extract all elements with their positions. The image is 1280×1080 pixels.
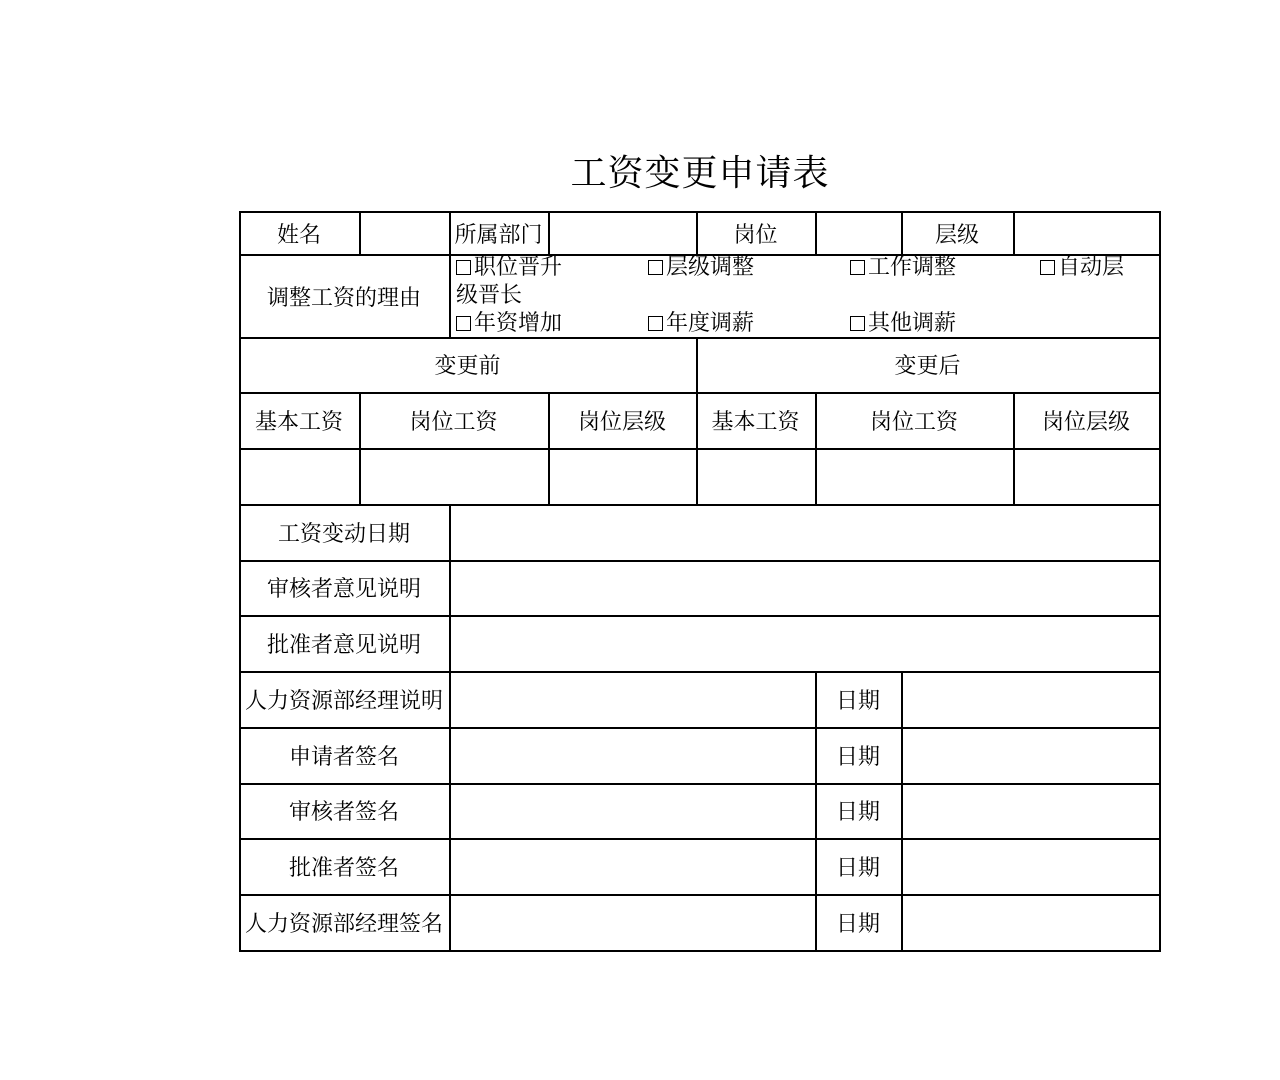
option-annual-raise[interactable]	[648, 310, 754, 338]
after-post-level-field[interactable]	[1015, 450, 1159, 504]
before-post-level-header: 岗位层级	[577, 409, 666, 435]
page-title: 工资变更申请表	[570, 153, 830, 194]
level-field[interactable]	[1015, 213, 1159, 254]
department-label: 所属部门	[454, 222, 543, 248]
date-label: 日期	[835, 800, 880, 825]
option-label: 年资增加	[474, 311, 563, 336]
applicant-signature-label: 申请者签名	[288, 744, 399, 770]
checkbox-icon	[456, 316, 471, 331]
reviewer-opinion-label: 审核者意见说明	[266, 577, 421, 602]
option-promotion[interactable]	[456, 254, 562, 282]
checkbox-icon	[648, 260, 663, 275]
option-auto-level[interactable]	[1040, 254, 1124, 282]
option-label: 工作调整	[868, 255, 957, 280]
hr-manager-signature-field[interactable]	[451, 896, 815, 950]
option-seniority[interactable]	[456, 310, 562, 338]
option-label: 其他调薪	[868, 311, 957, 336]
option-level-adjust[interactable]	[648, 254, 754, 282]
approver-opinion-label: 批准者意见说明	[266, 632, 421, 658]
before-post-salary-header: 岗位工资	[409, 409, 498, 435]
option-job-adjust[interactable]	[850, 254, 956, 282]
checkbox-icon	[1040, 260, 1055, 275]
date-field[interactable]	[903, 785, 1159, 838]
date-field[interactable]	[903, 896, 1159, 950]
salary-change-form	[239, 211, 1161, 952]
position-label: 岗位	[733, 222, 778, 248]
after-post-level-header: 岗位层级	[1041, 409, 1130, 435]
position-field[interactable]	[817, 213, 901, 254]
reviewer-signature-field[interactable]	[451, 785, 815, 838]
date-field[interactable]	[903, 729, 1159, 783]
option-label: 职位晋升	[474, 255, 563, 280]
applicant-signature-field[interactable]	[451, 729, 815, 783]
after-header: 变更后	[894, 354, 961, 379]
date-label: 日期	[835, 911, 880, 937]
approver-signature-field[interactable]	[451, 840, 815, 894]
checkbox-icon	[850, 316, 865, 331]
change-date-field[interactable]	[451, 506, 1159, 560]
reviewer-opinion-field[interactable]	[451, 562, 1159, 615]
option-label: 自动层	[1058, 255, 1125, 280]
level-label: 层级	[934, 222, 979, 248]
reason-label: 调整工资的理由	[266, 285, 421, 311]
change-date-label: 工资变动日期	[277, 521, 410, 547]
before-post-salary-field[interactable]	[361, 450, 548, 504]
approver-opinion-field[interactable]	[451, 617, 1159, 671]
after-post-salary-header: 岗位工资	[869, 409, 958, 435]
after-post-salary-field[interactable]	[817, 450, 1013, 504]
department-field[interactable]	[550, 213, 696, 254]
hr-manager-signature-label: 人力资源部经理签名	[244, 911, 443, 937]
date-field[interactable]	[903, 673, 1159, 727]
name-label: 姓名	[276, 222, 321, 248]
date-label: 日期	[835, 688, 880, 714]
before-post-level-field[interactable]	[550, 450, 696, 504]
date-label: 日期	[835, 744, 880, 770]
after-base-salary-header: 基本工资	[711, 409, 800, 435]
before-base-salary-field[interactable]	[241, 450, 359, 504]
checkbox-icon	[850, 260, 865, 275]
option-other-raise[interactable]	[850, 310, 956, 338]
before-base-salary-header: 基本工资	[254, 409, 343, 435]
hr-manager-note-label: 人力资源部经理说明	[244, 688, 443, 714]
option-label-continued: 级晋长	[456, 283, 523, 308]
name-field[interactable]	[361, 213, 449, 254]
reviewer-signature-label: 审核者签名	[288, 800, 399, 825]
checkbox-icon	[456, 260, 471, 275]
checkbox-icon	[648, 316, 663, 331]
date-field[interactable]	[903, 840, 1159, 894]
option-label: 层级调整	[666, 255, 755, 280]
before-header: 变更前	[434, 354, 501, 379]
grid-line	[239, 950, 1161, 952]
grid-line	[1159, 211, 1161, 952]
approver-signature-label: 批准者签名	[288, 855, 399, 881]
option-label: 年度调薪	[666, 311, 755, 336]
hr-manager-note-field[interactable]	[451, 673, 815, 727]
reason-options	[454, 255, 1159, 337]
after-base-salary-field[interactable]	[698, 450, 815, 504]
date-label: 日期	[835, 855, 880, 881]
